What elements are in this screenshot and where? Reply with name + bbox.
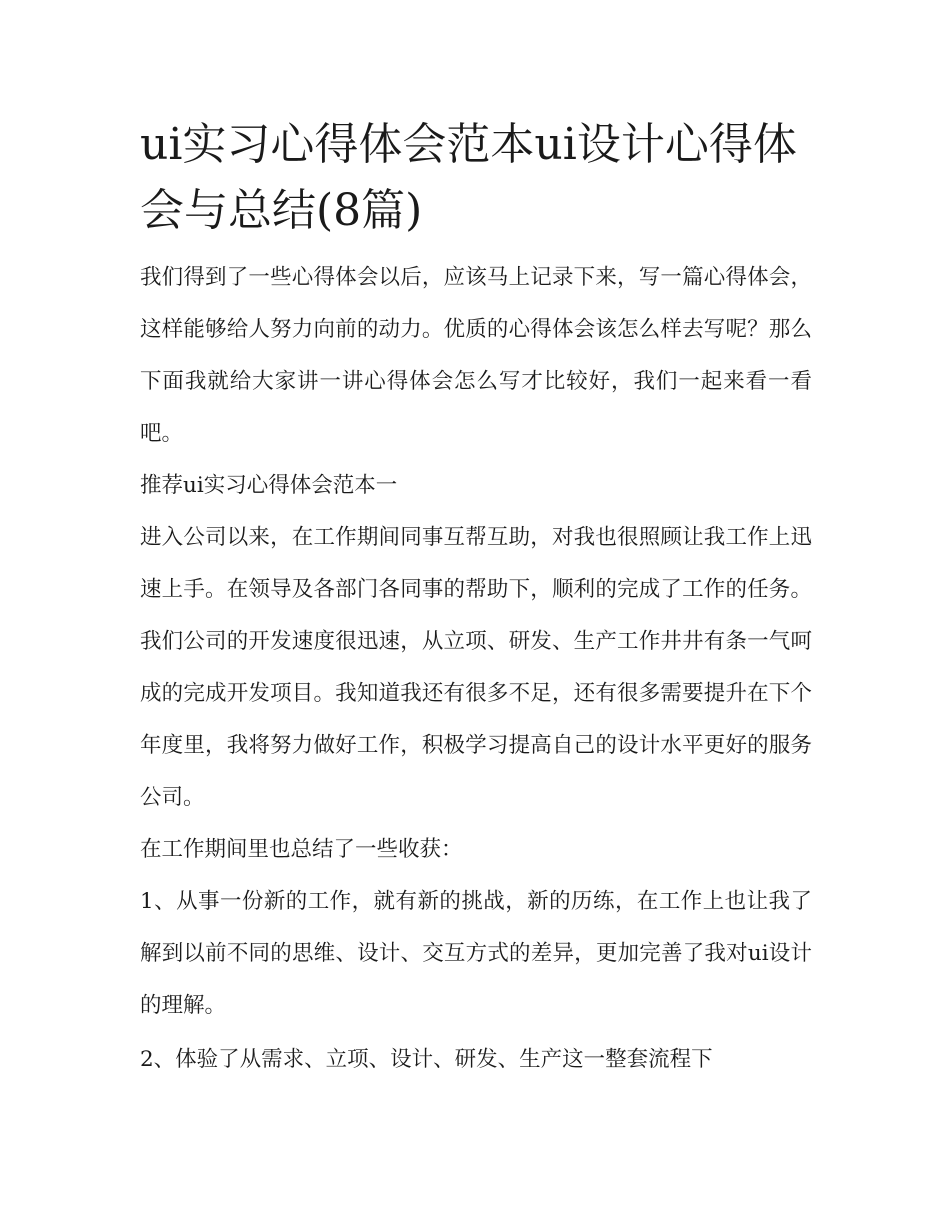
intro-paragraph: 我们得到了一些心得体会以后，应该马上记录下来，写一篇心得体会，这样能够给人努力向前的动力。优质的心得体会该怎么样去写呢？那么下面我就给大家讲一讲心得体会怎么写才比较好，我们一起来看一看吧。	[140, 265, 812, 446]
summary-lead: 在工作期间里也总结了一些收获：	[140, 837, 463, 862]
document-page	[140, 112, 812, 1086]
section-heading: 推荐ui实习心得体会范本一	[140, 473, 398, 498]
list-item-1: 1、从事一份新的工作，就有新的挑战，新的历练，在工作上也让我了解到以前不同的思维、设计、交互方式的差异，更加完善了我对ui设计的理解。	[140, 889, 812, 1018]
list-item-2: 2、体验了从需求、立项、设计、研发、生产这一整套流程下	[140, 1047, 713, 1072]
document-title: ui实习心得体会范本ui设计心得体会与总结(8篇)	[140, 119, 797, 236]
body-paragraph: 进入公司以来，在工作期间同事互帮互助，对我也很照顾让我工作上迅速上手。在领导及各部门各同事的帮助下，顺利的完成了工作的任务。我们公司的开发速度很迅速，从立项、研发、生产工作井井有条一气呵成的完成开发项目。我知道我还有很多不足，还有很多需要提升在下个年度里，我将努力做好工作，积极学习提高自己的设计水平更好的服务公司。	[140, 525, 812, 810]
